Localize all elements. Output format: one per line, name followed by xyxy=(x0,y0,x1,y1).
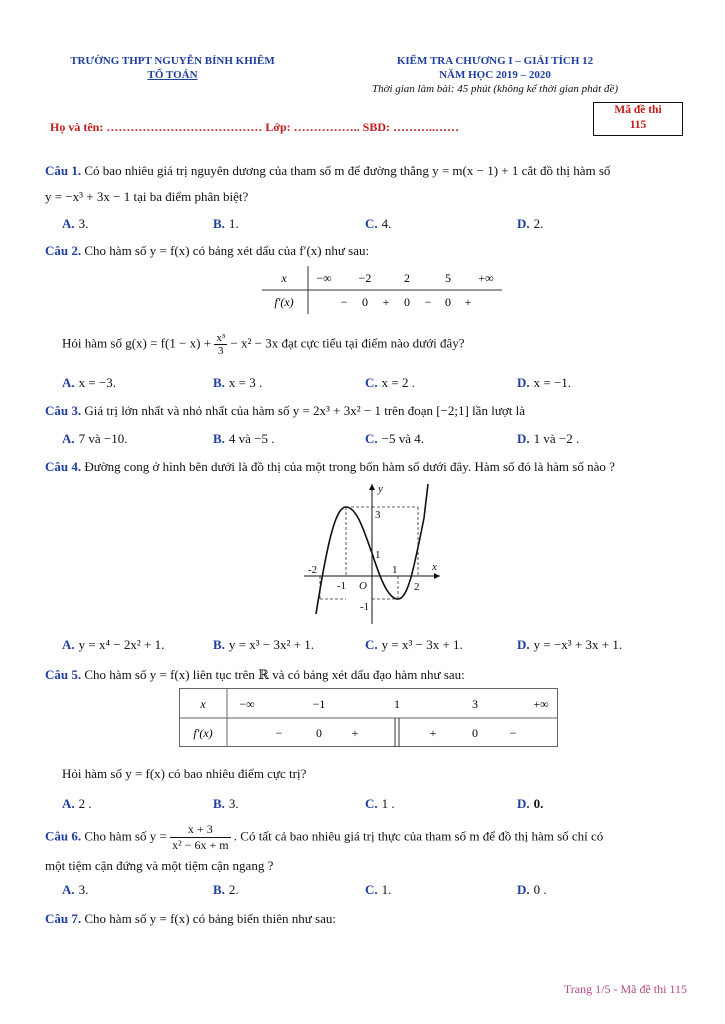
option-key: A. xyxy=(62,882,75,897)
table-cell: −2 xyxy=(358,271,372,285)
option-text: x = 2 . xyxy=(381,375,415,390)
table-cell: − xyxy=(275,726,283,740)
table-cell: + xyxy=(351,726,359,740)
question-5-ask: Hỏi hàm số y = f(x) có bao nhiêu điểm cực trị? xyxy=(62,766,307,781)
question-label: Câu 7. xyxy=(45,911,82,926)
q6-fraction xyxy=(170,822,230,853)
question-text: Giá trị lớn nhất và nhỏ nhất của hàm số y = 2x³ + 3x² − 1 trên đoạn [−2;1] lần lượt là xyxy=(84,403,525,418)
option-text: 7 và −10. xyxy=(78,431,128,446)
table-cell: 0 xyxy=(445,295,451,309)
question-label: Câu 6. xyxy=(45,828,82,844)
question-text: Có bao nhiêu giá trị nguyên dương của tham số m để đường thẳng y = m(x − 1) + 1 cắt đồ thị hàm số xyxy=(84,163,611,178)
option-key: C. xyxy=(365,882,378,897)
question-2-ask xyxy=(62,332,465,357)
table-cell: + xyxy=(382,295,390,309)
school-year: NĂM HỌC 2019 – 2020 xyxy=(439,69,551,81)
x-label: x xyxy=(432,561,437,573)
option-key: A. xyxy=(62,375,75,390)
y-label: y xyxy=(378,483,383,495)
table-cell: 0 xyxy=(316,726,322,740)
option-text: 2 . xyxy=(78,796,92,811)
q2-option-c[interactable] xyxy=(365,375,415,391)
q1-option-b[interactable] xyxy=(213,216,239,232)
option-key: D. xyxy=(517,882,530,897)
table-cell: − xyxy=(424,295,432,309)
table-cell: + xyxy=(429,726,437,740)
option-text: 2. xyxy=(533,216,544,231)
option-text: y = x³ − 3x + 1. xyxy=(381,637,463,652)
question-3 xyxy=(45,403,525,419)
table-cell: 3 xyxy=(472,697,478,711)
department-name: TỔ TOÁN xyxy=(147,69,198,81)
option-text: 2. xyxy=(228,882,239,897)
q5-option-d[interactable] xyxy=(517,796,543,812)
question-label: Câu 1. xyxy=(45,163,82,178)
q4-option-b[interactable] xyxy=(213,637,314,653)
option-text: 0. xyxy=(533,796,544,811)
q4-graph xyxy=(300,478,448,628)
question-text-suffix: . Có tất cả bao nhiêu giá trị thực của tham số m để đồ thị hàm số chỉ có xyxy=(233,828,604,844)
option-key: A. xyxy=(62,216,75,231)
question-1-line2: y = −x³ + 3x − 1 tại ba điểm phân biệt? xyxy=(45,189,249,204)
option-key: D. xyxy=(517,216,530,231)
q3-option-c[interactable] xyxy=(365,431,424,447)
q2-option-d[interactable] xyxy=(517,375,571,391)
exam-code-value: 115 xyxy=(629,119,647,131)
q1-option-c[interactable] xyxy=(365,216,391,232)
option-text: 4. xyxy=(381,216,392,231)
q2-ask-prefix: Hỏi hàm số g(x) = f(1 − x) + xyxy=(62,335,212,351)
option-text: x = −3. xyxy=(78,375,117,390)
q2-option-a[interactable] xyxy=(62,375,116,391)
table-cell: 5 xyxy=(445,271,451,285)
q6-option-a[interactable] xyxy=(62,882,88,898)
option-text: 1 . xyxy=(381,796,395,811)
option-key: C. xyxy=(365,216,378,231)
q6-option-b[interactable] xyxy=(213,882,239,898)
q5-option-a[interactable] xyxy=(62,796,92,812)
q2-fraction xyxy=(214,332,227,357)
option-key: C. xyxy=(365,431,378,446)
question-6-line2: một tiệm cận đứng và một tiệm cận ngang ? xyxy=(45,858,274,873)
table-cell: 1 xyxy=(394,697,400,711)
option-key: B. xyxy=(213,431,225,446)
option-key: A. xyxy=(62,796,75,811)
option-text: 0 . xyxy=(533,882,547,897)
option-key: D. xyxy=(517,431,530,446)
table-cell: + xyxy=(464,295,472,309)
question-1 xyxy=(45,163,695,179)
frac-numerator: x³ xyxy=(216,332,226,344)
q1-option-a[interactable] xyxy=(62,216,88,232)
question-4 xyxy=(45,459,705,475)
q4-option-c[interactable] xyxy=(365,637,463,653)
option-key: B. xyxy=(213,637,225,652)
option-key: D. xyxy=(517,637,530,652)
tick-label: -1 xyxy=(360,601,370,613)
question-text: Cho hàm số y = f(x) có bảng biến thiên như sau: xyxy=(84,911,336,926)
option-text: 1. xyxy=(228,216,239,231)
option-key: B. xyxy=(213,882,225,897)
option-text: y = −x³ + 3x + 1. xyxy=(533,637,623,652)
question-6 xyxy=(45,822,695,853)
option-text: −5 và 4. xyxy=(381,431,424,446)
q3-option-b[interactable] xyxy=(213,431,275,447)
question-label: Câu 3. xyxy=(45,403,82,418)
q2-ask-suffix: − x² − 3x đạt cực tiểu tại điểm nào dưới đây? xyxy=(230,335,465,351)
tick-label: 3 xyxy=(375,509,381,521)
option-text: 4 và −5 . xyxy=(228,431,275,446)
option-key: A. xyxy=(62,637,75,652)
option-text: 3. xyxy=(228,796,239,811)
page-footer: Trang 1/5 - Mã đề thi 115 xyxy=(563,982,687,996)
table-cell: 0 xyxy=(472,726,478,740)
table-cell: +∞ xyxy=(533,697,549,711)
q6-option-d[interactable] xyxy=(517,882,547,898)
q4-option-a[interactable] xyxy=(62,637,164,653)
x-arrow-icon xyxy=(434,573,440,579)
frac-numerator: x + 3 xyxy=(170,822,230,838)
option-key: A. xyxy=(62,431,75,446)
option-text: x = 3 . xyxy=(228,375,263,390)
table-head-fprime: f′(x) xyxy=(274,295,294,309)
frac-denominator: x² − 6x + m xyxy=(172,838,229,852)
q1-option-d[interactable] xyxy=(517,216,543,232)
option-text: 1 và −2 . xyxy=(533,431,580,446)
question-7 xyxy=(45,911,336,927)
table-cell: 0 xyxy=(362,295,368,309)
q2-sign-table xyxy=(262,266,504,316)
table-head-fprime: f′(x) xyxy=(193,726,213,740)
table-head-x: x xyxy=(281,271,287,285)
table-cell: 0 xyxy=(404,295,410,309)
q2-option-b[interactable] xyxy=(213,375,262,391)
tick-label: 1 xyxy=(392,564,398,576)
q3-option-d[interactable] xyxy=(517,431,579,447)
school-name: TRƯỜNG THPT NGUYỄN BỈNH KHIÊM xyxy=(70,55,275,67)
option-text: 1. xyxy=(381,882,392,897)
option-key: C. xyxy=(365,375,378,390)
tick-label: 1 xyxy=(375,549,381,561)
question-5 xyxy=(45,667,465,683)
q5-option-b[interactable] xyxy=(213,796,239,812)
table-cell: − xyxy=(340,295,348,309)
question-text-prefix: Cho hàm số y = xyxy=(84,828,167,844)
option-key: C. xyxy=(365,796,378,811)
question-label: Câu 5. xyxy=(45,667,82,682)
table-cell: −1 xyxy=(312,697,326,711)
tick-label: -1 xyxy=(337,580,347,592)
option-key: B. xyxy=(213,796,225,811)
option-text: y = x⁴ − 2x² + 1. xyxy=(78,637,165,652)
exam-code-label: Mã đề thi xyxy=(614,104,662,116)
q5-sign-table xyxy=(179,688,559,748)
question-text: Đường cong ở hình bên dưới là đồ thị của một trong bốn hàm số dưới đây. Hàm số đó là hàm số nào ? xyxy=(84,459,615,474)
question-label: Câu 2. xyxy=(45,243,82,258)
origin-label: O xyxy=(359,580,367,592)
option-key: D. xyxy=(517,375,530,390)
student-info-line: Họ và tên: ………………………………… Lớp: …………….. SBD: ………..…… xyxy=(50,120,459,134)
exam-duration: Thời gian làm bài: 45 phút (không kể thời gian phát đề) xyxy=(371,83,619,95)
question-text: Cho hàm số y = f(x) liên tục trên ℝ và có bảng xét dấu đạo hàm như sau: xyxy=(84,667,465,682)
exam-title: KIỂM TRA CHƯƠNG I – GIẢI TÍCH 12 xyxy=(396,55,594,67)
table-head-x: x xyxy=(200,697,206,711)
table-cell: −∞ xyxy=(239,697,255,711)
q4-option-d[interactable] xyxy=(517,637,622,653)
question-text: Cho hàm số y = f(x) có bảng xét dấu của f′(x) như sau: xyxy=(84,243,370,258)
q5-option-c[interactable] xyxy=(365,796,395,812)
option-text: x = −1. xyxy=(533,375,572,390)
table-cell: +∞ xyxy=(478,271,494,285)
option-key: B. xyxy=(213,375,225,390)
exam-code-box xyxy=(593,102,683,136)
tick-label: -2 xyxy=(308,564,318,576)
frac-denominator: 3 xyxy=(218,345,224,357)
question-2 xyxy=(45,243,369,259)
table-cell: − xyxy=(509,726,517,740)
tick-label: 2 xyxy=(414,581,420,593)
q3-option-a[interactable] xyxy=(62,431,128,447)
option-key: B. xyxy=(213,216,225,231)
option-key: C. xyxy=(365,637,378,652)
option-text: 3. xyxy=(78,882,89,897)
option-text: 3. xyxy=(78,216,89,231)
question-label: Câu 4. xyxy=(45,459,82,474)
y-arrow-icon xyxy=(369,484,375,490)
q6-option-c[interactable] xyxy=(365,882,391,898)
option-text: y = x³ − 3x² + 1. xyxy=(228,637,314,652)
option-key: D. xyxy=(517,796,530,811)
table-cell: −∞ xyxy=(316,271,332,285)
table-cell: 2 xyxy=(404,271,410,285)
